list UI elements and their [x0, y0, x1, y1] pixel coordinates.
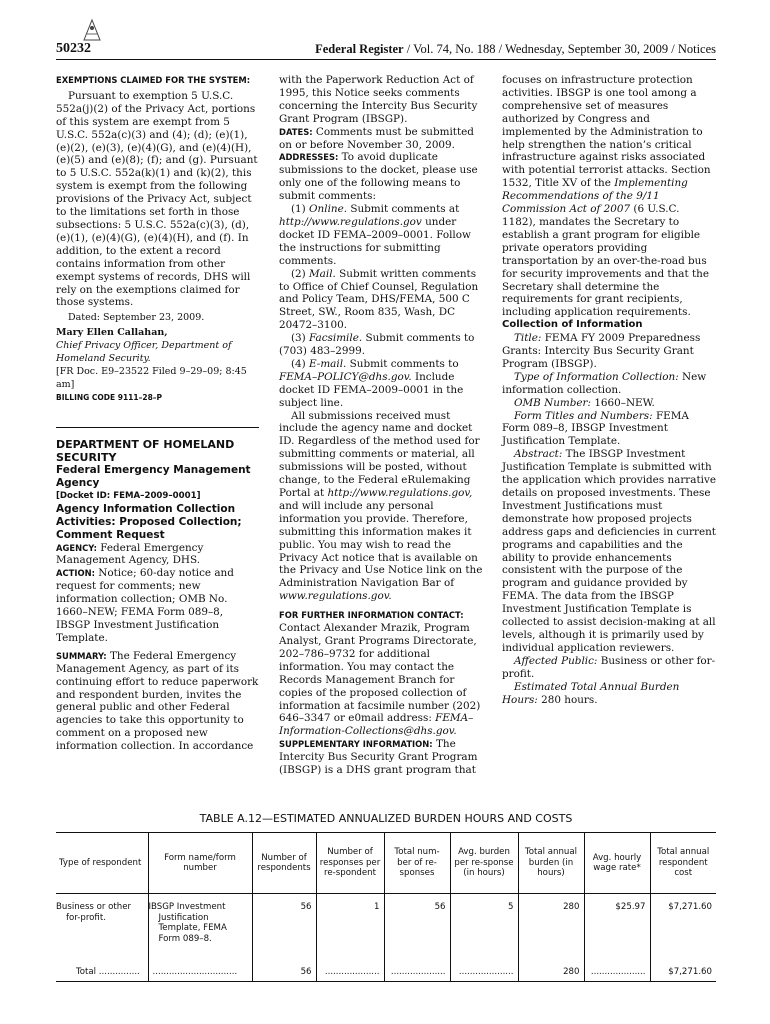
table-cell: 56	[252, 894, 316, 962]
table-cell: 56	[384, 894, 450, 962]
page-header	[56, 41, 716, 60]
summary-text: The Federal Emergency Management Agency, as part of its continuing effort to reduce paperwork and respondent burden, invites the general public and other Federal agencies to take this opportunity to comment on a proposed new information collection. In accordance	[56, 649, 259, 753]
gpo-authenticated-seal-icon	[72, 14, 112, 44]
regulations-url-link-2[interactable]: www.regulations.gov.	[279, 590, 392, 603]
title-label: Title:	[514, 332, 542, 345]
email-mid: Submit comments to	[346, 357, 459, 370]
column-1	[56, 74, 259, 753]
submissions-paragraph	[279, 410, 485, 604]
table-cell: $7,271.60	[650, 894, 716, 962]
addresses-text: To avoid duplicate submissions to the docket, please use only one of the following means to submit comments:	[279, 151, 478, 203]
further-info-text: Contact Alexander Mrazik, Program Analyst, Grant Programs Directorate, 202–786–9732 for additional information. You may contact the Records Management Branch for copies of the proposed collection of information at facsimile number (202) 646–3347 or e0mail address:	[279, 622, 481, 725]
ibsgp-paragraph	[502, 74, 716, 319]
header-cell: Total annual burden (in hours)	[518, 833, 584, 894]
department-heading: DEPARTMENT OF HOMELAND SECURITY	[56, 437, 235, 464]
submissions-text-1: All submissions received must include the agency name and docket ID. Regardless of the method used for submitting comments or material, all submissions will be posted, without change, to the Federal eRulemaking Portal at	[279, 409, 480, 499]
header-cell: Total annual respondent cost	[650, 833, 716, 894]
further-info-paragraph	[279, 622, 485, 738]
table-total-row	[56, 961, 716, 981]
form-item	[502, 410, 716, 449]
exemptions-label: EXEMPTIONS CLAIMED FOR THE SYSTEM:	[56, 75, 251, 85]
table-cell: ....................	[450, 961, 518, 981]
fax-prefix: (3)	[291, 332, 310, 345]
table-cell: $7,271.60	[650, 961, 716, 981]
summary-paragraph	[56, 650, 259, 753]
addresses-paragraph	[279, 151, 485, 203]
table-cell: 56	[252, 961, 316, 981]
mail-prefix: (2)	[291, 267, 310, 280]
mail-item	[279, 268, 485, 333]
email-label: E-mail.	[309, 357, 347, 370]
email-item	[279, 358, 485, 410]
title-text: FEMA FY 2009 Preparedness Grants: Intercity Bus Security Grant Program (IBSGP).	[502, 332, 701, 370]
burden-item	[502, 681, 716, 707]
sub-agency-heading: Federal Emergency Management Agency	[56, 463, 251, 489]
billing-code: BILLING CODE 9111–28–P	[56, 392, 163, 402]
email-prefix: (4)	[291, 357, 310, 370]
column-3	[502, 74, 716, 706]
page-number: 50232	[56, 41, 91, 56]
email-address-link[interactable]: FEMA–POLICY@dhs.gov.	[279, 370, 412, 383]
supplementary-text: The Intercity Bus Security Grant Program (IBSGP) is a DHS grant program that	[279, 738, 478, 777]
table-cell: ...............................	[148, 961, 252, 981]
document-title: Agency Information Collection Activities: Proposed Collection; Comment Request	[56, 502, 242, 541]
type-text: New information collection.	[502, 370, 707, 396]
affected-item	[502, 655, 716, 681]
table-cell: $25.97	[584, 894, 650, 962]
online-mid: Submit comments at	[347, 203, 460, 216]
table-cell: 5	[450, 894, 518, 962]
section-divider	[56, 427, 259, 428]
supplementary-paragraph	[279, 738, 485, 777]
submissions-text-2: and will include any personal information you provide. Therefore, submitting this information makes it public. You may wish to read the Privacy Act notice that is available on the Privacy and Use Notice link on the Administration Navigation Bar of	[279, 499, 483, 590]
ibsgp-text-2: (6 U.S.C. 1182), mandates the Secretary to establish a grant program for eligible private operators providing transportation by an over-the-road bus for security improvements and that the Secretary shall determine the requirements for grant recipients, including application requirements.	[502, 203, 709, 319]
affected-text: Business or other for-profit.	[502, 654, 716, 680]
form-label: Form Titles and Numbers:	[514, 409, 653, 422]
table-row	[56, 894, 716, 962]
dates-paragraph	[279, 126, 485, 152]
action-text: Notice; 60-day notice and request for comments; new information collection; OMB No. 1660–NEW; FEMA Form 089–8, IBSGP Investment Justification Template.	[56, 567, 234, 644]
publication-name: Federal Register	[315, 42, 404, 56]
column-2	[279, 74, 485, 777]
header-cell: Type of respondent	[56, 833, 148, 894]
header-cell: Avg. hourly wage rate*	[584, 833, 650, 894]
table-cell: 280	[518, 961, 584, 981]
fax-text: Submit comments to (703) 483–2999.	[279, 332, 475, 358]
info-collections-email-link[interactable]: FEMA–Information-Collections@dhs.gov.	[279, 712, 474, 738]
fax-item	[279, 332, 485, 358]
docket-id: [Docket ID: FEMA–2009–0001]	[56, 490, 201, 501]
abstract-text: The IBSGP Investment Justification Template is submitted with the application which provides narrative details on proposed investments. These Investment Justifications must demonstrate how proposed projects address gaps and deficiencies in current programs and capabilities and the ability to provide enhancements consistent with the purpose of the program and guidance provided by FEMA. The data from the IBSGP Investment Justification Template is collected to assist decision-making at all levels, although it is primarily used by individual application reviewers.	[502, 448, 716, 654]
header-cell: Number of responses per re-spondent	[316, 833, 384, 894]
summary-label: SUMMARY:	[56, 650, 107, 661]
header-cell: Form name/form number	[148, 833, 252, 894]
addresses-label: ADDRESSES:	[279, 152, 339, 163]
dated-line: Dated: September 23, 2009.	[68, 312, 205, 324]
mail-label: Mail.	[309, 267, 336, 280]
ibsgp-text-1: focuses on infrastructure protection activities. IBSGP is one tool among a comprehensive set of measures authorized by Congress and implemented by the Administration to help strengthen the nation’s critical infrastructure against risks associated with potential terrorist attacks. Section 1532, Title XV of the	[502, 74, 711, 190]
mail-text: Submit written comments to Office of Chief Counsel, Regulation and Policy Team, DHS/FEMA, 500 C Street, SW., Room 835, Wash, DC 20472–3100.	[279, 267, 479, 332]
table-cell: ....................	[316, 961, 384, 981]
fax-label: Facsimile.	[309, 332, 363, 345]
exemptions-text: Pursuant to exemption 5 U.S.C. 552a(j)(2) of the Privacy Act, portions of this system are exempt from 5 U.S.C. 552a(c)(3) and (4); (d); (e)(1), (e)(2), (e)(3), (e)(4)(G), and (e)(4)(H), (e)(5) and (e)(8); (f); and (g). Pursuant to 5 U.S.C. 552a(k)(1) and (k)(2), this system is exempt from the following provisions of the Privacy Act, subject to the limitations set forth in those subsections: 5 U.S.C. 552a(c)(3), (d), (e)(1), (e)(4)(G), (e)(4)(H), and (f). In addition, to the extent a record contains information from other exempt systems of records, DHS will rely on the exemptions claimed for those systems.	[56, 89, 258, 309]
table-cell: 280	[518, 894, 584, 962]
action-paragraph	[56, 567, 259, 644]
omb-item	[502, 397, 716, 410]
header-cell: Avg. burden per re-sponse (in hours)	[450, 833, 518, 894]
further-info-label: FOR FURTHER INFORMATION CONTACT:	[279, 610, 464, 621]
table-cell: IBSGP Investment Justification Template, FEMA Form 089–8.	[148, 894, 252, 962]
act-title: Implementing Recommendations of the 9/11 Commission Act of 2007	[502, 177, 688, 216]
agency-label: AGENCY:	[56, 542, 97, 553]
affected-label: Affected Public:	[514, 654, 598, 667]
online-prefix: (1)	[291, 203, 310, 216]
type-item	[502, 371, 716, 397]
table-title: TABLE A.12—ESTIMATED ANNUALIZED BURDEN HOURS AND COSTS	[199, 812, 573, 825]
abstract-item	[502, 448, 716, 655]
further-info-label-line	[279, 609, 485, 622]
online-url-link[interactable]: http://www.regulations.gov	[279, 215, 422, 228]
table-header-row	[56, 833, 716, 894]
collection-heading: Collection of Information	[502, 319, 643, 331]
issue-details: / Vol. 74, No. 188 / Wednesday, September 30, 2009 / Notices	[403, 42, 716, 56]
type-label: Type of Information Collection:	[514, 370, 679, 383]
burden-table	[56, 832, 716, 982]
running-head	[315, 42, 716, 57]
dates-text: Comments must be submitted on or before November 30, 2009.	[279, 125, 474, 151]
agency-paragraph	[56, 542, 259, 568]
table-cell: Total ...............	[56, 961, 148, 981]
signer-name: Mary Ellen Callahan,	[56, 327, 168, 339]
fr-doc-line: [FR Doc. E9–23522 Filed 9–29–09; 8:45 am]	[56, 365, 247, 390]
signer-title: Chief Privacy Officer, Department of Homeland Security.	[56, 340, 232, 365]
title-item	[502, 332, 716, 371]
online-item	[279, 203, 485, 268]
omb-text: 1660–NEW.	[591, 396, 655, 409]
table-cell: ....................	[384, 961, 450, 981]
table-cell: Business or other for-profit.	[56, 902, 132, 923]
table-cell: ....................	[584, 961, 650, 981]
header-cell: Number of respondents	[252, 833, 316, 894]
burden-label: Estimated Total Annual Burden Hours:	[502, 680, 680, 706]
omb-label: OMB Number:	[514, 396, 592, 409]
action-label: ACTION:	[56, 568, 95, 579]
agency-text: Federal Emergency Management Agency, DHS.	[56, 541, 204, 567]
table-cell: 1	[316, 894, 384, 962]
form-text: FEMA Form 089–8, IBSGP Investment Justification Template.	[502, 409, 689, 448]
regulations-url-link[interactable]: http://www.regulations.gov,	[327, 487, 473, 499]
online-rest: under docket ID FEMA–2009–0001. Follow the instructions for submitting comments.	[279, 215, 471, 267]
paperwork-paragraph: with the Paperwork Reduction Act of 1995, this Notice seeks comments concerning the Intercity Bus Security Grant Program (IBSGP).	[279, 74, 478, 125]
online-label: Online.	[309, 203, 348, 216]
email-rest: Include docket ID FEMA–2009–0001 in the subject line.	[279, 370, 464, 409]
supplementary-label: SUPPLEMENTARY INFORMATION:	[279, 739, 433, 750]
abstract-label: Abstract:	[514, 448, 563, 461]
dates-label: DATES:	[279, 126, 313, 137]
header-cell: Total num-ber of re-sponses	[384, 833, 450, 894]
burden-text: 280 hours.	[537, 693, 598, 706]
